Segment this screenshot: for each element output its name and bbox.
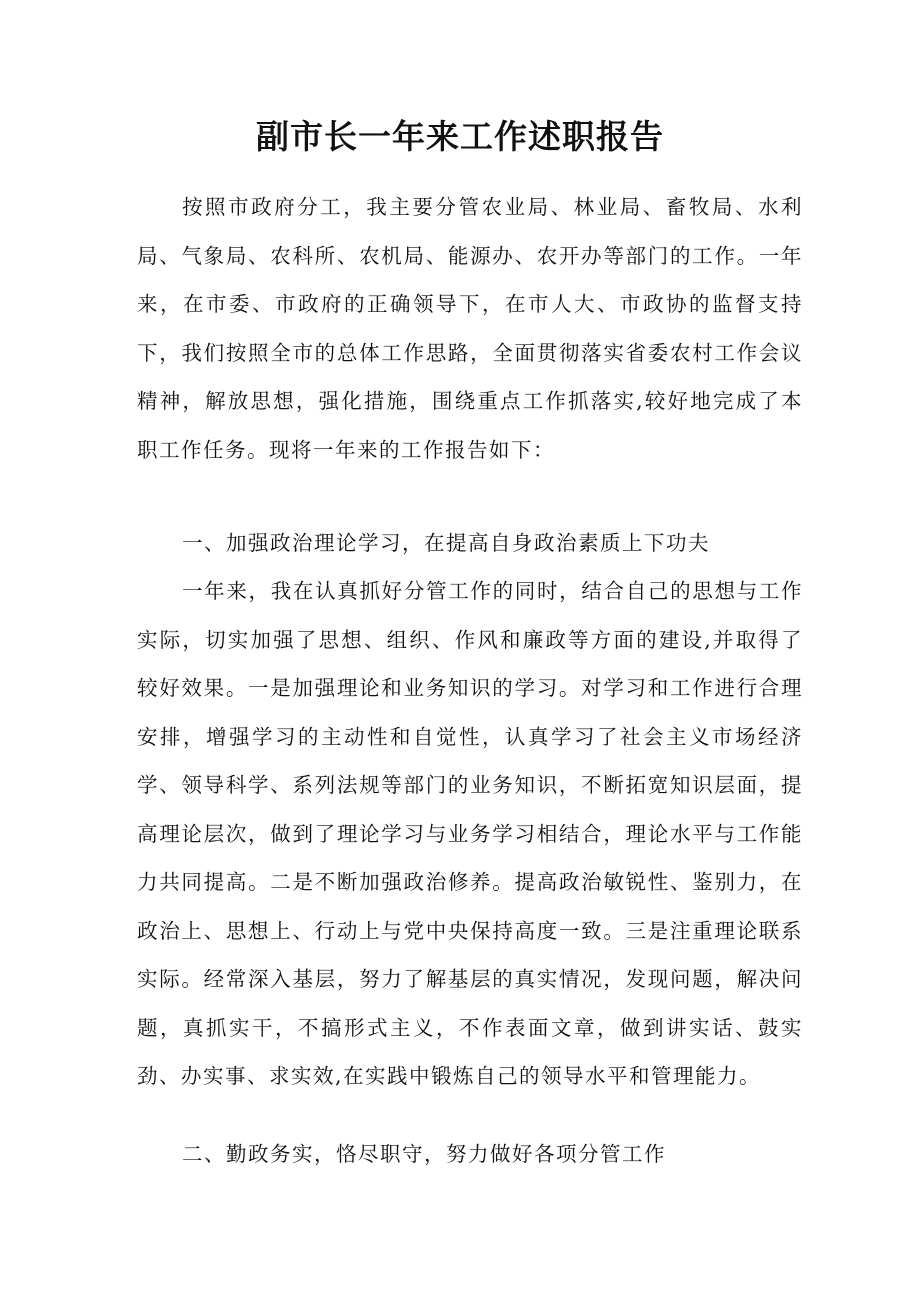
document-title: 副市长一年来工作述职报告: [256, 117, 664, 156]
section-2-heading: 二、勤政务实，恪尽职守，努力做好各项分管工作: [182, 1142, 666, 1166]
section-1-body: 一年来，我在认真抓好分管工作的同时，结合自己的思想与工作实际，切实加强了思想、组织、作风和廉政等方面的建设,并取得了较好效果。一是加强理论和业务知识的学习。对学习和工作进行合理安排，增强学习的主动性和自觉性，认真学习了社会主义市场经济学、领导科学、系列法规等部门的业务知识，不断拓宽知识层面，提高理论层次，做到了理论学习与业务学习相结合，理论水平与工作能力共同提高。二是不断加强政治修养。提高政治敏锐性、鉴别力，在政治上、思想上、行动上与党中央保持高度一致。三是注重理论联系实际。经常深入基层，努力了解基层的真实情况，发现问题，解决问题，真抓实干，不搞形式主义，不作表面文章，做到讲实话、鼓实劲、办实事、求实效,在实践中锻炼自己的领导水平和管理能力。: [137, 579, 803, 1088]
section-1-heading: 一、加强政治理论学习，在提高自身政治素质上下功夫: [182, 531, 710, 555]
intro-paragraph: 按照市政府分工，我主要分管农业局、林业局、畜牧局、水利局、气象局、农科所、农机局、能源办、农开办等部门的工作。一年来，在市委、市政府的正确领导下，在市人大、市政协的监督支持下，我们按照全市的总体工作思路，全面贯彻落实省委农村工作会议精神，解放思想，强化措施，围绕重点工作抓落实,较好地完成了本职工作任务。现将一年来的工作报告如下：: [137, 195, 803, 462]
